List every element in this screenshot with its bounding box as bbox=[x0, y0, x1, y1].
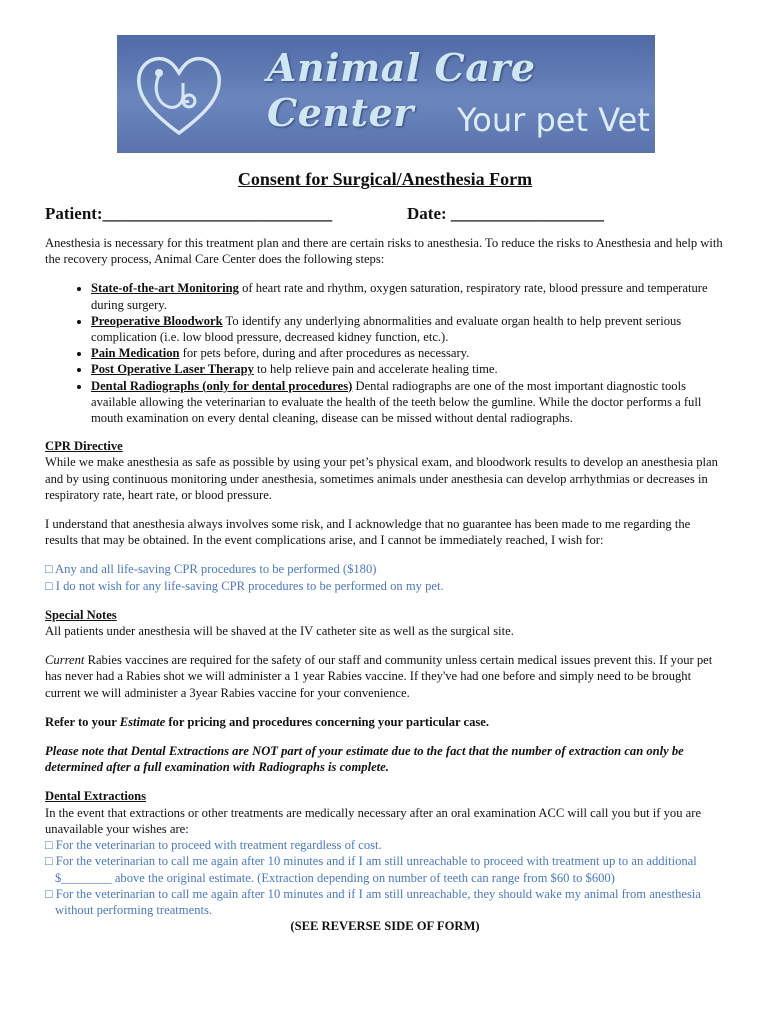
list-item bbox=[91, 313, 725, 345]
cpr-paragraph: While we make anesthesia as safe as possible by using your pet’s physical exam, and bloodwork results to develop an anesthesia plan and by using continuous monitoring under anesthesia, sometimes animals under anesthesia can develop arrhythmias or decreases in respiratory rate, heart rate, or blood pressure. bbox=[45, 455, 718, 502]
dental-heading: Dental Extractions bbox=[45, 789, 147, 804]
step-text: to help relieve pain and accelerate healing time. bbox=[253, 362, 498, 377]
estimate-pre: Refer to your bbox=[45, 714, 120, 729]
step-text: for pets before, during and after procedures as necessary. bbox=[179, 346, 470, 361]
estimate-paragraph bbox=[45, 714, 725, 730]
cpr-option-yes[interactable]: □ Any and all life-saving CPR procedures to be performed ($180) bbox=[45, 562, 377, 577]
dental-option-wake[interactable]: □ For the veterinarian to call me again after 10 minutes and if I am still unreachable, they should wake my animal from anesthesia without performing treatments. bbox=[45, 886, 701, 917]
dental-option-limit[interactable]: □ For the veterinarian to call me again after 10 minutes and if I am still unreachable to proceed with treatment up to an additional $________ above the original estimate. (Extraction depending on number of teeth can range from $60 to $600) bbox=[45, 854, 697, 885]
care-steps-list bbox=[45, 280, 725, 426]
intro-paragraph: Anesthesia is necessary for this treatment plan and there are certain risks to anesthesia. To reduce the risks to Anesthesia and help with the recovery process, Animal Care Center does the following steps: bbox=[45, 236, 723, 267]
list-item bbox=[91, 361, 725, 377]
special-notes-text: All patients under anesthesia will be shaved at the IV catheter site as well as the surgical site. bbox=[45, 624, 514, 639]
step-title: State-of-the-art Monitoring bbox=[91, 281, 239, 296]
dental-option-proceed[interactable]: □ For the veterinarian to proceed with treatment regardless of cost. bbox=[45, 838, 382, 853]
dental-paragraph: In the event that extractions or other treatments are medically necessary after an oral examination ACC will call you but if you are unavailable your wishes are: bbox=[45, 805, 702, 836]
rabies-text: Rabies vaccines are required for the safety of our staff and community unless certain medical issues prevent this. If your pet has never had a Rabies shot we will administer a 1 year Rabies vaccine. If they've had one before and simply need to be brought current we will administer a 3year Rabies vaccine for your convenience. bbox=[45, 653, 713, 700]
reverse-side-note: (SEE REVERSE SIDE OF FORM) bbox=[290, 919, 480, 934]
extraction-note: Please note that Dental Extractions are NOT part of your estimate due to the fact that the number of extraction can only be determined after a full examination with Radiographs is complete. bbox=[45, 744, 684, 775]
understand-paragraph: I understand that anesthesia always involves some risk, and I acknowledge that no guarantee has been made to me regarding the results that may be obtained. In the event complications arise, and I cannot be immediately reached, I wish for: bbox=[45, 517, 691, 548]
step-title: Post Operative Laser Therapy bbox=[91, 362, 254, 377]
step-title: Preoperative Bloodwork bbox=[91, 313, 223, 328]
heart-stethoscope-icon bbox=[129, 45, 229, 145]
step-text: of heart rate and rhythm, oxygen saturation, respiratory rate, blood pressure and temperature during surgery. bbox=[91, 281, 708, 312]
rabies-emphasis: Current bbox=[45, 653, 85, 668]
step-text: Dental radiographs are one of the most important diagnostic tools available allowing the veterinarian to evaluate the health of the teeth below the gumline. While the doctor performs a full mouth examination on every dental cleaning, disease can be missed without dental radiographs. bbox=[91, 378, 702, 426]
form-body bbox=[45, 168, 725, 934]
step-title: Dental Radiographs (only for dental procedures) bbox=[91, 378, 353, 393]
cpr-heading: CPR Directive bbox=[45, 439, 123, 454]
clinic-name: Animal Care Center bbox=[267, 45, 536, 135]
special-notes-heading: Special Notes bbox=[45, 607, 117, 622]
list-item bbox=[91, 280, 725, 312]
clinic-tagline: Your pet Vet bbox=[457, 101, 650, 139]
step-text: To identify any underlying abnormalities and evaluate organ health to help prevent serious complication (i.e. low blood pressure, decreased kidney function, etc.). bbox=[91, 313, 682, 345]
cpr-option-no[interactable]: □ I do not wish for any life-saving CPR procedures to be performed on my pet. bbox=[45, 578, 444, 593]
patient-field[interactable]: Patient:___________________________ bbox=[45, 204, 333, 223]
clinic-banner bbox=[117, 35, 655, 153]
estimate-emphasis: Estimate bbox=[119, 714, 166, 729]
date-field[interactable]: Date: __________________ bbox=[407, 204, 604, 223]
list-item bbox=[91, 345, 725, 361]
step-title: Pain Medication bbox=[91, 346, 180, 361]
rabies-paragraph bbox=[45, 652, 725, 701]
form-title: Consent for Surgical/Anesthesia Form bbox=[237, 169, 533, 189]
patient-date-line bbox=[45, 203, 725, 225]
estimate-post: for pricing and procedures concerning your particular case. bbox=[165, 714, 490, 729]
list-item bbox=[91, 378, 725, 427]
